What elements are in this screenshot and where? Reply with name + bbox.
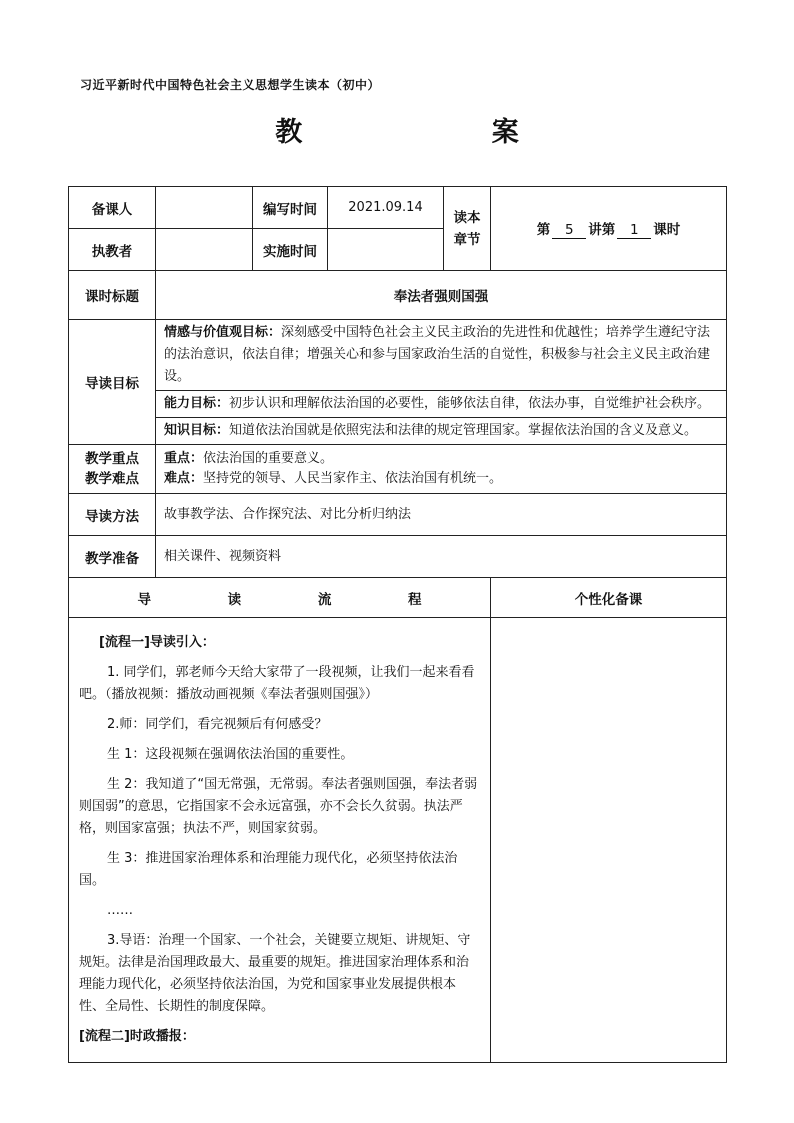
personal-prep-area (491, 618, 727, 1063)
goal-title: 情感与价值观目标： (164, 325, 282, 340)
goal-item (156, 320, 727, 391)
key-title: 重点： (164, 451, 204, 466)
key-points-label (69, 445, 156, 494)
flow-paragraph: 生 3：推进国家治理体系和治理能力现代化，必须坚持依法治国。 (79, 851, 458, 888)
lesson-prefix: 第 (536, 222, 551, 238)
lesson-plan-table (68, 186, 727, 1063)
flow-paragraph: 生 1：这段视频在强调依法治国的重要性。 (107, 747, 354, 762)
goal-item (156, 418, 727, 445)
goal-item (156, 391, 727, 418)
hard-point (164, 469, 718, 489)
hard-label: 教学难点 (85, 471, 139, 487)
topic-value: 奉法者强则国强 (156, 271, 727, 320)
goals-label: 导读目标 (69, 320, 156, 445)
personal-prep-header: 个性化备课 (491, 578, 727, 618)
flow-paragraph: 3.导语：治理一个国家、一个社会，关键要立规矩、讲规矩、守规矩。法律是治国理政最大、最重要的规矩。推进国家治理体系和治理能力现代化，必须坚持依法治国，为党和国家事业发展提供根本性、全局性、长期性的制度保障。 (79, 933, 471, 1014)
key-text: 依法治国的重要意义。 (203, 451, 334, 466)
flow-paragraph: 生 2：我知道了“国无常强，无常弱。奉法者强则国强，奉法者弱则国弱”的意思，它指国家不会永远富强，亦不会长久贫弱。执法严格，则国家富强；执法不严，则国家贫弱。 (79, 777, 478, 836)
flow-content (69, 618, 491, 1063)
preparer-label: 备课人 (69, 187, 156, 229)
lecture-number: 5 (552, 222, 586, 239)
section-heading: [流程二]时政播报： (79, 1029, 195, 1044)
lesson-suffix: 课时 (653, 222, 681, 238)
method-label: 导读方法 (69, 494, 156, 536)
goal-title: 知识目标： (164, 423, 230, 438)
goal-title: 能力目标： (164, 396, 230, 411)
teacher-label: 执教者 (69, 229, 156, 271)
key-point (164, 449, 718, 469)
hard-title: 难点： (164, 471, 204, 486)
method-value: 故事教学法、合作探究法、对比分析归纳法 (156, 494, 727, 536)
prep-label: 教学准备 (69, 536, 156, 578)
implement-time-value (328, 229, 444, 271)
flow-paragraph: 1. 同学们，郭老师今天给大家带了一段视频，让我们一起来看看吧。（播放视频：播放动画视频《奉法者强则国强》） (79, 665, 475, 702)
implement-time-label: 实施时间 (253, 229, 328, 271)
write-time-value: 2021.09.14 (328, 187, 444, 229)
document-title: 教 案 (275, 117, 609, 148)
preparer-value (156, 187, 253, 229)
key-label: 教学重点 (85, 451, 139, 467)
chapter-label: 读本章节 (444, 187, 491, 271)
hard-text: 坚持党的领导、人民当家作主、依法治国有机统一。 (203, 471, 503, 486)
lesson-mid: 讲第 (588, 222, 616, 238)
topic-label: 课时标题 (69, 271, 156, 320)
key-points-content (156, 445, 727, 494)
period-number: 1 (617, 222, 651, 239)
goal-text: 初步认识和理解依法治国的必要性，能够依法自律，依法办事，自觉维护社会秩序。 (229, 396, 711, 411)
goal-text: 知道依法治国就是依照宪法和法律的规定管理国家。掌握依法治国的含义及意义。 (229, 423, 698, 438)
prep-value: 相关课件、视频资料 (156, 536, 727, 578)
goal-text: 深刻感受中国特色社会主义民主政治的先进性和优越性；培养学生遵纪守法的法治意识，依法自律；增强关心和参与国家政治生活的自觉性，积极参与社会主义民主政治建设。 (164, 325, 711, 384)
teacher-value (156, 229, 253, 271)
flow-paragraph: 2.师：同学们，看完视频后有何感受？ (107, 717, 328, 732)
section-heading: [流程一]导读引入： (99, 635, 215, 650)
flow-header: 导 读 流 程 (69, 578, 491, 618)
flow-paragraph: …… (107, 903, 133, 918)
series-title: 习近平新时代中国特色社会主义思想学生读本（初中） (80, 78, 381, 92)
write-time-label: 编写时间 (253, 187, 328, 229)
lesson-number (491, 187, 727, 271)
